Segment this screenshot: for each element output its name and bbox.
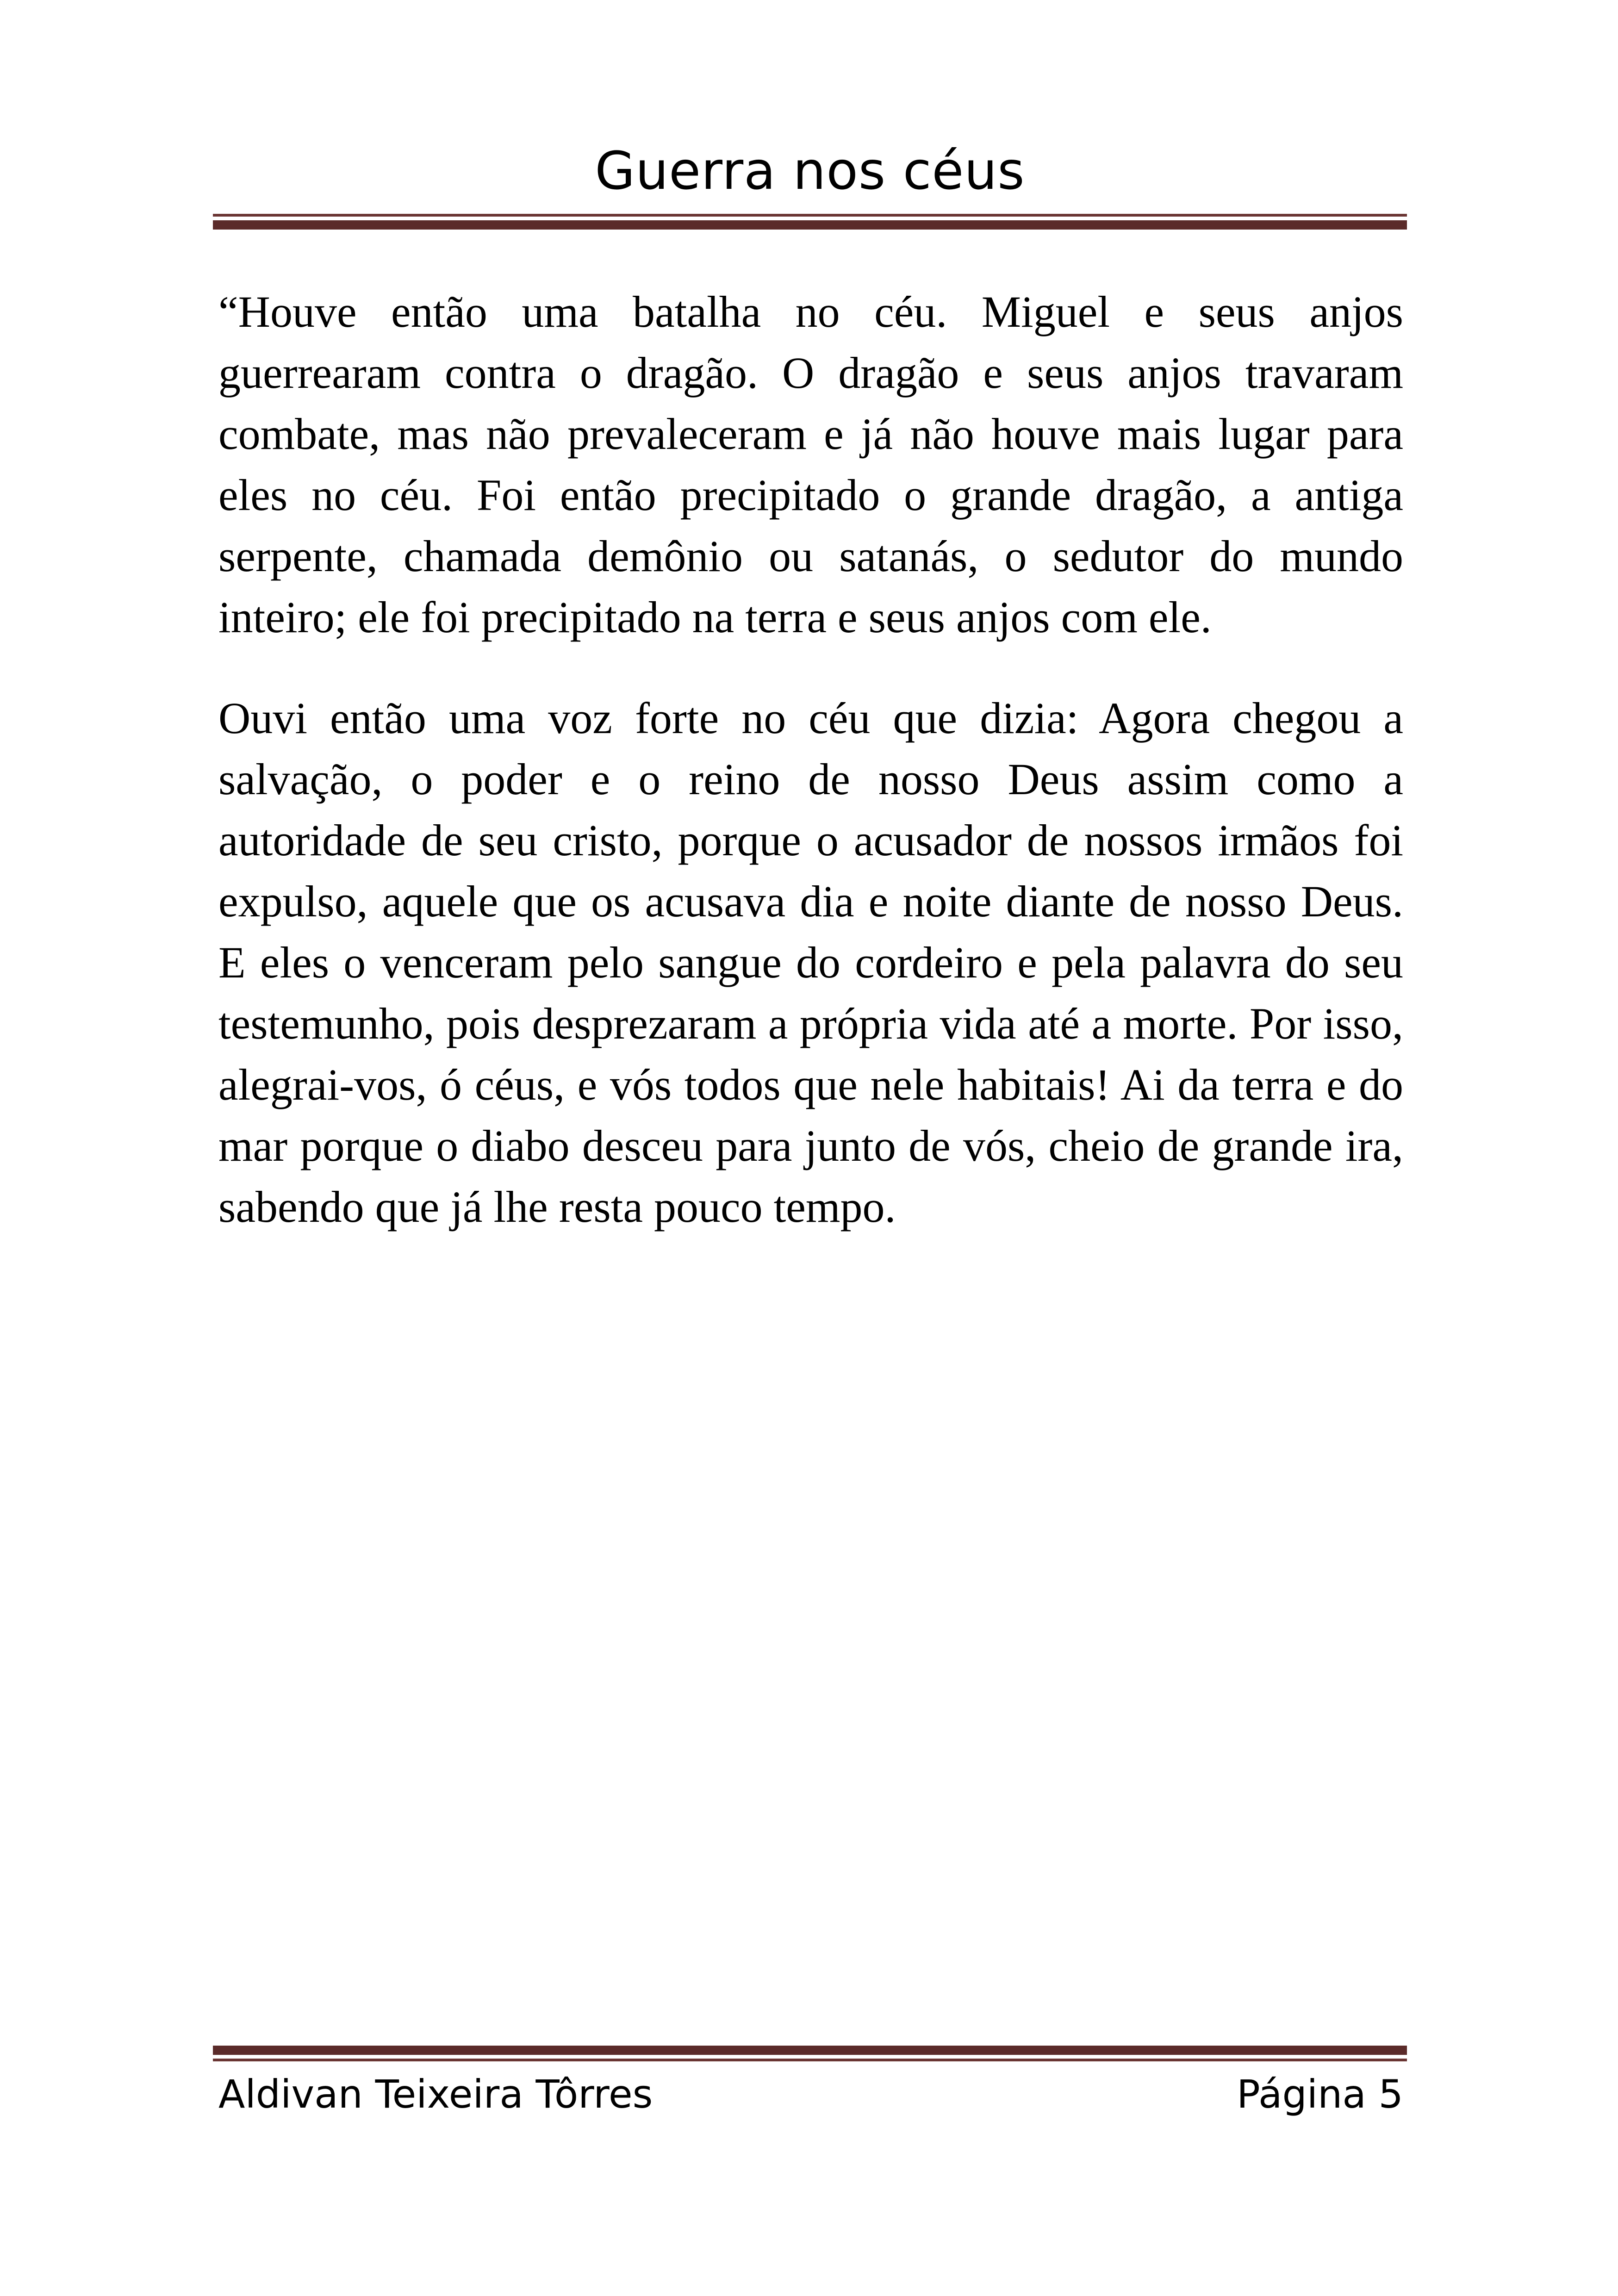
footer-author: Aldivan Teixeira Tôrres <box>218 2072 653 2117</box>
header-divider <box>213 214 1407 232</box>
page-footer <box>218 2064 1403 2124</box>
body-text <box>218 281 1403 1277</box>
header-divider-thick-line <box>213 220 1407 230</box>
paragraph-2: Ouvi então uma voz forte no céu que dizia: Agora chegou a salvação, o poder e o reino de nosso Deus assim como a autoridade de seu cristo, porque o acusador de nossos irmãos foi expulso, aquele que os acusava dia e noite diante de nosso Deus. E eles o venceram pelo sangue do cordeiro e pela palavra do seu testemunho, pois desprezaram a própria vida até a morte. Por isso, alegrai-vos, ó céus, e vós todos que nele habitais! Ai da terra e do mar porque o diabo desceu para junto de vós, cheio de grande ira, sabendo que já lhe resta pouco tempo. <box>218 693 1403 1232</box>
page-header-title: Guerra nos céus <box>595 141 1025 201</box>
footer-page-number: Página 5 <box>1237 2072 1403 2117</box>
footer-divider-thick-line <box>213 2046 1407 2055</box>
paragraph-1: “Houve então uma batalha no céu. Miguel e seus anjos guerrearam contra o dragão. O dragão e seus anjos travaram combate, mas não prevaleceram e já não houve mais lugar para eles no céu. Foi então precipitado o grande dragão, a antiga serpente, chamada demônio ou satanás, o sedutor do mundo inteiro; ele foi precipitado na terra e seus anjos com ele. <box>218 287 1403 642</box>
footer-divider <box>213 2046 1407 2064</box>
footer-divider-thin-line <box>213 2059 1407 2061</box>
header-divider-thin-line <box>213 214 1407 217</box>
